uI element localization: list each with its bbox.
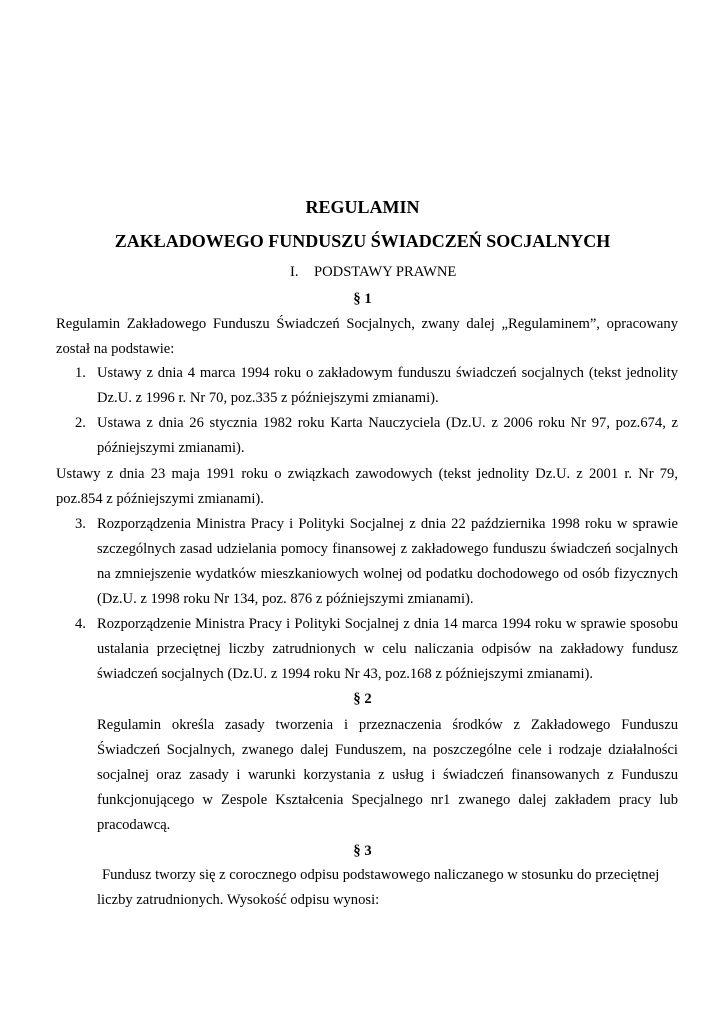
intro-line: Regulamin Zakładowego Funduszu Świadczeń Socjalnych, zwany dalej „Regulaminem”, opracowany [56, 316, 678, 332]
list-item-number: 4. [75, 616, 86, 632]
body-line: Ustawy z dnia 23 maja 1991 roku o związkach zawodowych (tekst jednolity Dz.U. z 2001 r. Nr 79, [56, 466, 678, 482]
body-line: poz.854 z późniejszymi zmianami). [56, 491, 264, 507]
list-item-text: Dz.U. z 1996 r. Nr 70, poz.335 z późniejszymi zmianami). [97, 390, 439, 406]
list-item-text: na zmniejszenie wydatków mieszkaniowych wolnej od podatku dochodowego od osób fizycznych [97, 566, 678, 582]
paragraph-sign-2: § 2 [353, 691, 372, 707]
paragraph-sign-3: § 3 [353, 843, 372, 859]
list-item-number: 2. [75, 415, 86, 431]
intro-line: został na podstawie: [56, 341, 175, 357]
list-item-text: Rozporządzenia Ministra Pracy i Polityki Socjalnej z dnia 22 października 1998 roku w sprawie [97, 516, 678, 532]
section-heading: PODSTAWY PRAWNE [314, 264, 457, 280]
document-title: REGULAMIN [305, 197, 420, 217]
paragraph-sign-1: § 1 [353, 291, 372, 307]
list-item-text: późniejszymi zmianami). [97, 440, 245, 456]
list-item-number: 1. [75, 365, 86, 381]
body-line: liczby zatrudnionych. Wysokość odpisu wynosi: [97, 892, 380, 908]
list-item-text: ustalania przeciętnej liczby zatrudnionych w celu naliczania odpisów na zakładowy fundusz [97, 641, 678, 657]
list-item-text: Ustawy z dnia 4 marca 1994 roku o zakładowym funduszu świadczeń socjalnych (tekst jednolity [97, 365, 678, 381]
list-item-text: świadczeń socjalnych (Dz.U. z 1994 roku Nr 43, poz.168 z późniejszymi zmianami). [97, 666, 594, 682]
list-item-number: 3. [75, 516, 86, 532]
document-subtitle: ZAKŁADOWEGO FUNDUSZU ŚWIADCZEŃ SOCJALNYCH [114, 231, 611, 251]
body-line: Fundusz tworzy się z corocznego odpisu podstawowego naliczanego w stosunku do przeciętnej [102, 867, 660, 883]
list-item-text: szczególnych zasad udzielania pomocy finansowej z zakładowego funduszu świadczeń socjalnych [97, 541, 678, 557]
body-line: Regulamin określa zasady tworzenia i przeznaczenia środków z Zakładowego Funduszu [97, 717, 678, 733]
list-item-text: Rozporządzenie Ministra Pracy i Polityki Socjalnej z dnia 14 marca 1994 roku w sprawie sposobu [97, 616, 678, 632]
body-line: Świadczeń Socjalnych, zwanego dalej Funduszem, na poszczególne cele i rodzaje działalności [97, 742, 678, 758]
body-line: pracodawcą. [97, 817, 171, 833]
body-line: socjalnej oraz zasady i warunki korzystania z usług i świadczeń finansowanych z Funduszu [97, 767, 678, 783]
list-item-text: (Dz.U. z 1998 roku Nr 134, poz. 876 z późniejszymi zmianami). [97, 591, 474, 607]
list-item-text: Ustawa z dnia 26 stycznia 1982 roku Karta Nauczyciela (Dz.U. z 2006 roku Nr 97, poz.674, z [97, 415, 678, 431]
body-line: funkcjonującego w Zespole Kształcenia Specjalnego nr1 zwanego dalej zakładem pracy lub [97, 792, 678, 808]
section-number: I. [290, 264, 299, 280]
